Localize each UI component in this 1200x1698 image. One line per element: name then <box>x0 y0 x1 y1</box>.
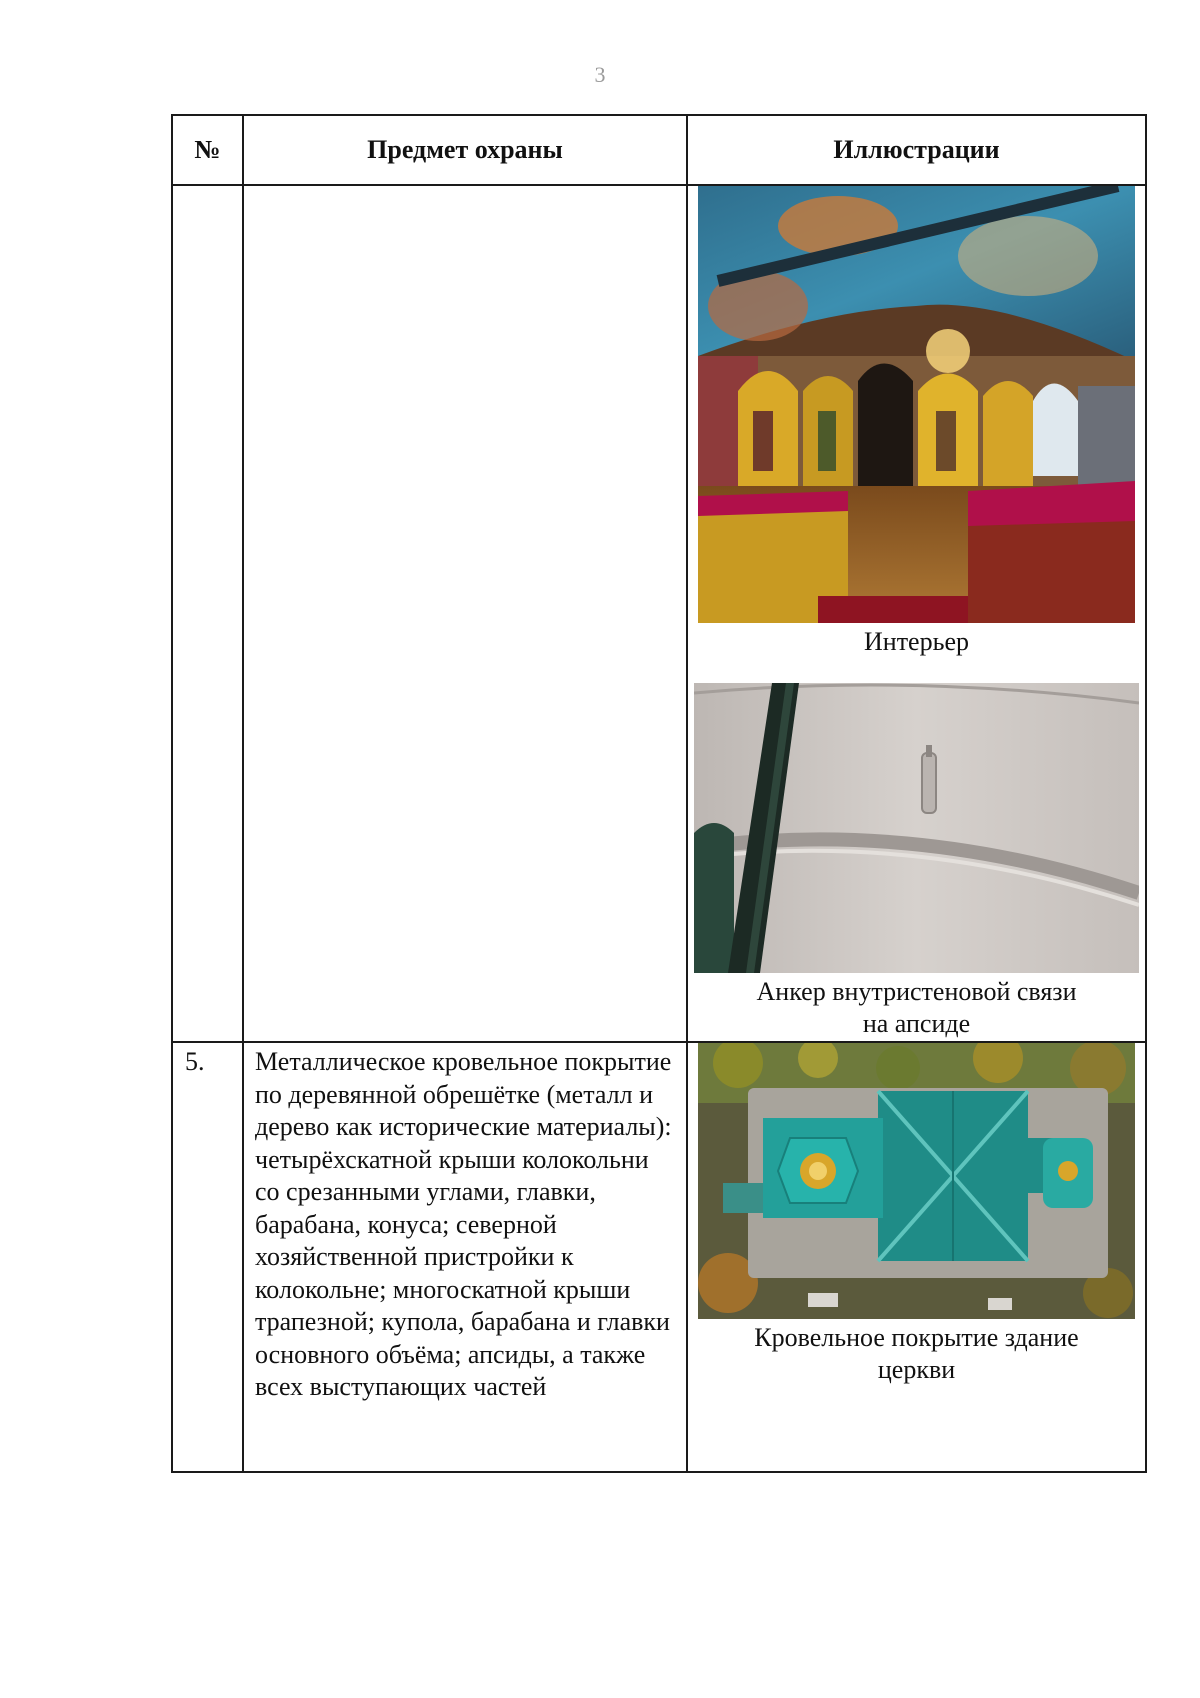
table-row <box>172 185 1146 1042</box>
roof-caption <box>688 1322 1145 1386</box>
illustrations-cell <box>687 1042 1146 1472</box>
header-illustrations: Иллюстрации <box>687 115 1146 185</box>
anchor-caption-line1: Анкер внутристеновой связи <box>756 977 1077 1006</box>
anchor-caption <box>688 976 1145 1040</box>
row-subject: Металлическое кровельное покрытие по деревянной обрешётке (металл и дерево как исторические материалы): четырёхскатной крыши колокольни со срезанными углами, главки, барабана, конуса; северной хозяйственной пристройки к колокольне; многоскатной крыши трапезной; купола, барабана и главки основного объёма; апсиды, а также всех выступающих частей <box>243 1042 687 1472</box>
row-number <box>172 185 243 1042</box>
illustrations-cell <box>687 185 1146 1042</box>
row-number: 5. <box>172 1042 243 1472</box>
table-header-row <box>172 115 1146 185</box>
protection-table <box>171 114 1147 1473</box>
page-number: 3 <box>594 62 606 87</box>
header-subject: Предмет охраны <box>243 115 687 185</box>
row-subject <box>243 185 687 1042</box>
roof-aerial-photo <box>698 1043 1135 1319</box>
header-num: № <box>172 115 243 185</box>
interior-caption: Интерьер <box>864 627 969 656</box>
table-row <box>172 1042 1146 1472</box>
roof-caption-line2: церкви <box>877 1355 956 1384</box>
anchor-caption-line2: на апсиде <box>862 1009 971 1038</box>
roof-caption-line1: Кровельное покрытие здание <box>754 1323 1079 1352</box>
church-interior-photo <box>698 186 1135 623</box>
wall-anchor-photo <box>694 683 1139 973</box>
